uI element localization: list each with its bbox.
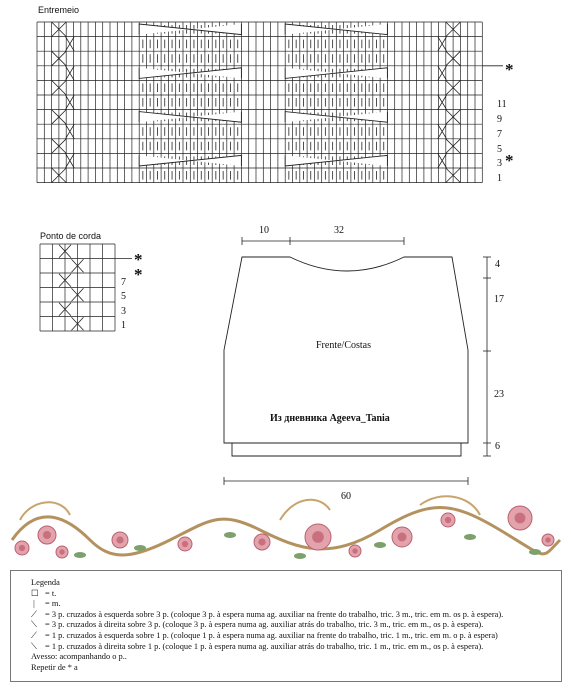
leaf-icon	[464, 534, 476, 540]
entremeio-row-5: 5	[497, 144, 502, 155]
cable-cross-right	[446, 168, 461, 183]
leaf-icon	[294, 553, 306, 559]
rose-icon	[178, 537, 192, 551]
rose-center-icon	[398, 533, 407, 542]
cable-cross-left	[52, 80, 67, 95]
cable-crossing-symbol	[139, 155, 241, 166]
rose-center-icon	[312, 531, 324, 543]
cable-cross-right	[446, 110, 461, 125]
watermark-text: Из дневника Ageeva_Tania	[270, 413, 390, 424]
rose-icon	[254, 534, 270, 550]
cross-right-1-icon: ⟍	[31, 641, 37, 651]
rose-icon	[349, 545, 361, 557]
rose-center-icon	[515, 513, 526, 524]
leaf-icon	[224, 532, 236, 538]
cable-crossing-symbol	[139, 24, 241, 35]
cable-cross-right	[438, 37, 447, 52]
legend-avesso: Avesso: acompanhando o p..	[31, 652, 127, 662]
entremeio-row-3: 3	[497, 158, 502, 169]
rose-icon	[38, 526, 56, 544]
cable-crossing-symbol	[285, 112, 387, 123]
cable-cross-left	[65, 124, 74, 139]
floral-vine	[12, 508, 560, 556]
schema-height-23: 23	[494, 389, 504, 400]
cable-cross-left	[52, 22, 67, 37]
legend-box	[10, 570, 562, 682]
corda-row-3: 3	[121, 306, 126, 317]
schema-height-6: 6	[495, 441, 500, 452]
cable-cross-right	[446, 22, 461, 37]
legend-item: ⟋ = 1 p. cruzados à esquerda sobre 1 p. (coloque 1 p. à espera numa ag. auxiliar na frente do trabalho, tric. 1 m., tric. em m. o p. à espera)	[31, 630, 498, 640]
cable-cross-left	[65, 37, 74, 52]
legend-item: ⟋ = 3 p. cruzados à esquerda sobre 3 p. (coloque 3 p. à espera numa ag. auxiliar na frente do trabalho, tric. 3 m., tric. em m. os p. à espera).	[31, 609, 504, 619]
schema-width-10: 10	[259, 225, 269, 236]
schema-height-4: 4	[495, 259, 500, 270]
entremeio-grid	[37, 22, 482, 183]
corda-row-1: 1	[121, 320, 126, 331]
leaf-icon	[74, 552, 86, 558]
cable-crossing-symbol	[285, 24, 387, 35]
legend-item: | = m.	[31, 599, 61, 609]
cable-crossing-symbol	[285, 155, 387, 166]
rose-icon	[392, 527, 412, 547]
entremeio-title: Entremeio	[38, 5, 80, 15]
cable-cross-right	[438, 153, 447, 168]
entremeio-repeat-mark-bottom: *	[505, 151, 514, 170]
rose-icon	[508, 506, 532, 530]
corda-row-5: 5	[121, 291, 126, 302]
rose-center-icon	[445, 517, 451, 523]
cross-right-3-icon: ⟍	[31, 620, 37, 630]
rose-center-icon	[352, 548, 357, 553]
cross-left-1-icon: ⟋	[31, 630, 37, 640]
cable-cross-right	[446, 139, 461, 154]
corda-cross	[72, 317, 84, 330]
entremeio-repeat-mark-top: *	[505, 60, 514, 79]
rose-icon	[441, 513, 455, 527]
entremeio-row-1: 1	[497, 173, 502, 184]
rose-center-icon	[116, 536, 123, 543]
entremeio-row-7: 7	[497, 129, 502, 140]
schema-width-32: 32	[334, 225, 344, 236]
ponto-corda-title: Ponto de corda	[40, 231, 102, 241]
floral-scroll	[20, 496, 480, 520]
corda-cross	[72, 259, 84, 272]
leaf-icon	[529, 549, 541, 555]
leaf-icon	[134, 545, 146, 551]
rose-icon	[542, 534, 554, 546]
cable-cross-left	[65, 66, 74, 81]
schema-width-60: 60	[341, 491, 351, 502]
rose-center-icon	[182, 541, 188, 547]
rose-icon	[15, 541, 29, 555]
cable-cross-right	[438, 95, 447, 110]
corda-cross	[59, 274, 71, 287]
legend-repetir: Repetir de * a	[31, 662, 78, 672]
corda-row-7: 7	[121, 277, 126, 288]
leaf-icon	[374, 542, 386, 548]
cable-cross-left	[52, 168, 67, 183]
schema-ribbing	[232, 443, 461, 456]
legend-title: Legenda	[31, 578, 60, 587]
rose-center-icon	[258, 538, 265, 545]
piece-label: Frente/Costas	[316, 340, 371, 351]
cable-cross-right	[438, 124, 447, 139]
legend-item: ⟍ = 3 p. cruzados à direita sobre 3 p. (coloque 3 p. à espera numa ag. auxiliar atrás do trabalho, tric. 3 m., tric. em m., os p. à espera).	[31, 620, 484, 630]
cable-crossing-symbol	[285, 68, 387, 79]
cross-left-3-icon: ⟋	[31, 609, 37, 619]
rose-center-icon	[19, 545, 25, 551]
rose-icon	[112, 532, 128, 548]
cable-cross-right	[446, 51, 461, 66]
cable-cross-right	[446, 80, 461, 95]
legend-item: ⟍ = 1 p. cruzados à direita sobre 1 p. (coloque 1 p. à espera numa ag. auxiliar atrás do trabalho, tric. 1 m., tric. em m., os p. à espera).	[31, 641, 484, 651]
cable-crossing-symbol	[139, 112, 241, 123]
corda-cross	[59, 245, 71, 258]
rose-center-icon	[59, 549, 64, 554]
empty-square-icon: ☐	[31, 588, 39, 598]
entremeio-row-9: 9	[497, 114, 502, 125]
rose-center-icon	[545, 537, 550, 542]
legend-item: ☐ = t.	[31, 588, 57, 598]
cable-cross-left	[65, 95, 74, 110]
corda-grid	[40, 244, 115, 331]
entremeio-row-11: 11	[497, 99, 507, 110]
cable-cross-left	[52, 51, 67, 66]
cable-crossing-symbol	[139, 68, 241, 79]
corda-cross	[72, 288, 84, 301]
rose-icon	[305, 524, 331, 550]
cable-cross-left	[52, 110, 67, 125]
cable-cross-left	[52, 139, 67, 154]
cable-cross-right	[438, 66, 447, 81]
corda-cross	[59, 303, 71, 316]
rose-center-icon	[43, 531, 51, 539]
cable-cross-left	[65, 153, 74, 168]
vertical-bar-icon: |	[31, 599, 35, 609]
corda-repeat-mark-bottom: *	[134, 265, 143, 284]
corda-repeat-mark-top: *	[134, 250, 143, 269]
rose-icon	[56, 546, 68, 558]
schema-height-17: 17	[494, 294, 504, 305]
